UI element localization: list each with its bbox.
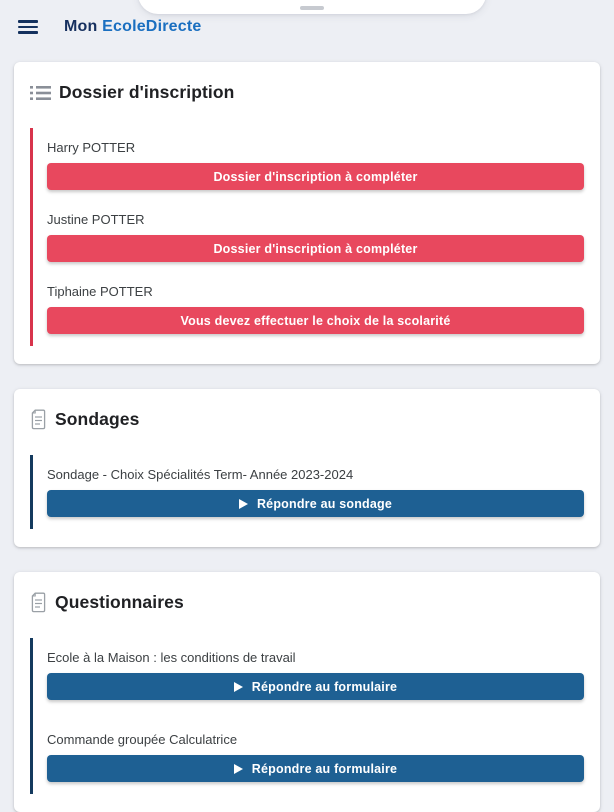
repondre-sondage-button[interactable] <box>47 490 584 517</box>
main-content <box>0 48 614 812</box>
button-label: Répondre au formulaire <box>251 679 398 694</box>
drag-handle[interactable] <box>300 6 324 10</box>
card-questionnaires-header <box>30 592 584 613</box>
hamburger-menu-icon[interactable] <box>18 18 38 36</box>
play-icon <box>239 499 248 509</box>
button-label: Répondre au formulaire <box>251 761 398 776</box>
repondre-formulaire-button[interactable] <box>47 755 584 782</box>
play-icon <box>234 764 243 774</box>
list-item <box>47 284 584 334</box>
dossier-group <box>30 128 584 346</box>
sondage-title: Sondage - Choix Spécialités Term- Année 2023-2024 <box>47 467 354 482</box>
card-title: Questionnaires <box>55 592 184 612</box>
list-item <box>47 467 584 517</box>
document-icon <box>30 592 47 613</box>
list-item <box>47 140 584 190</box>
questionnaire-title: Commande groupée Calculatrice <box>47 732 238 747</box>
dossier-action-button[interactable]: Dossier d'inscription à compléter <box>47 163 584 190</box>
repondre-formulaire-button[interactable] <box>47 673 584 700</box>
sondages-group <box>30 455 584 529</box>
card-dossier-header <box>30 82 584 103</box>
student-name: Tiphaine POTTER <box>47 284 153 299</box>
dossier-action-button[interactable]: Dossier d'inscription à compléter <box>47 235 584 262</box>
card-title: Sondages <box>55 409 140 429</box>
document-icon <box>30 409 47 430</box>
button-label: Répondre au sondage <box>256 496 393 511</box>
app-title <box>64 18 201 36</box>
card-dossier-inscription <box>14 62 600 364</box>
card-sondages-header <box>30 409 584 430</box>
list-item <box>47 732 584 782</box>
card-questionnaires <box>14 572 600 812</box>
list-item <box>47 212 584 262</box>
questionnaires-group <box>30 638 584 794</box>
card-title: Dossier d'inscription <box>59 82 235 102</box>
card-sondages <box>14 389 600 547</box>
play-icon <box>234 682 243 692</box>
student-name: Harry POTTER <box>47 140 136 155</box>
student-name: Justine POTTER <box>47 212 145 227</box>
app-title-brand: EcoleDirecte <box>102 18 202 35</box>
questionnaire-title: Ecole à la Maison : les conditions de travail <box>47 650 296 665</box>
app-title-mon: Mon <box>64 18 103 35</box>
scolarite-choice-button[interactable]: Vous devez effectuer le choix de la scolarité <box>47 307 584 334</box>
cut-off-top-sheet <box>138 0 486 14</box>
list-icon <box>30 85 51 101</box>
list-item <box>47 650 584 700</box>
